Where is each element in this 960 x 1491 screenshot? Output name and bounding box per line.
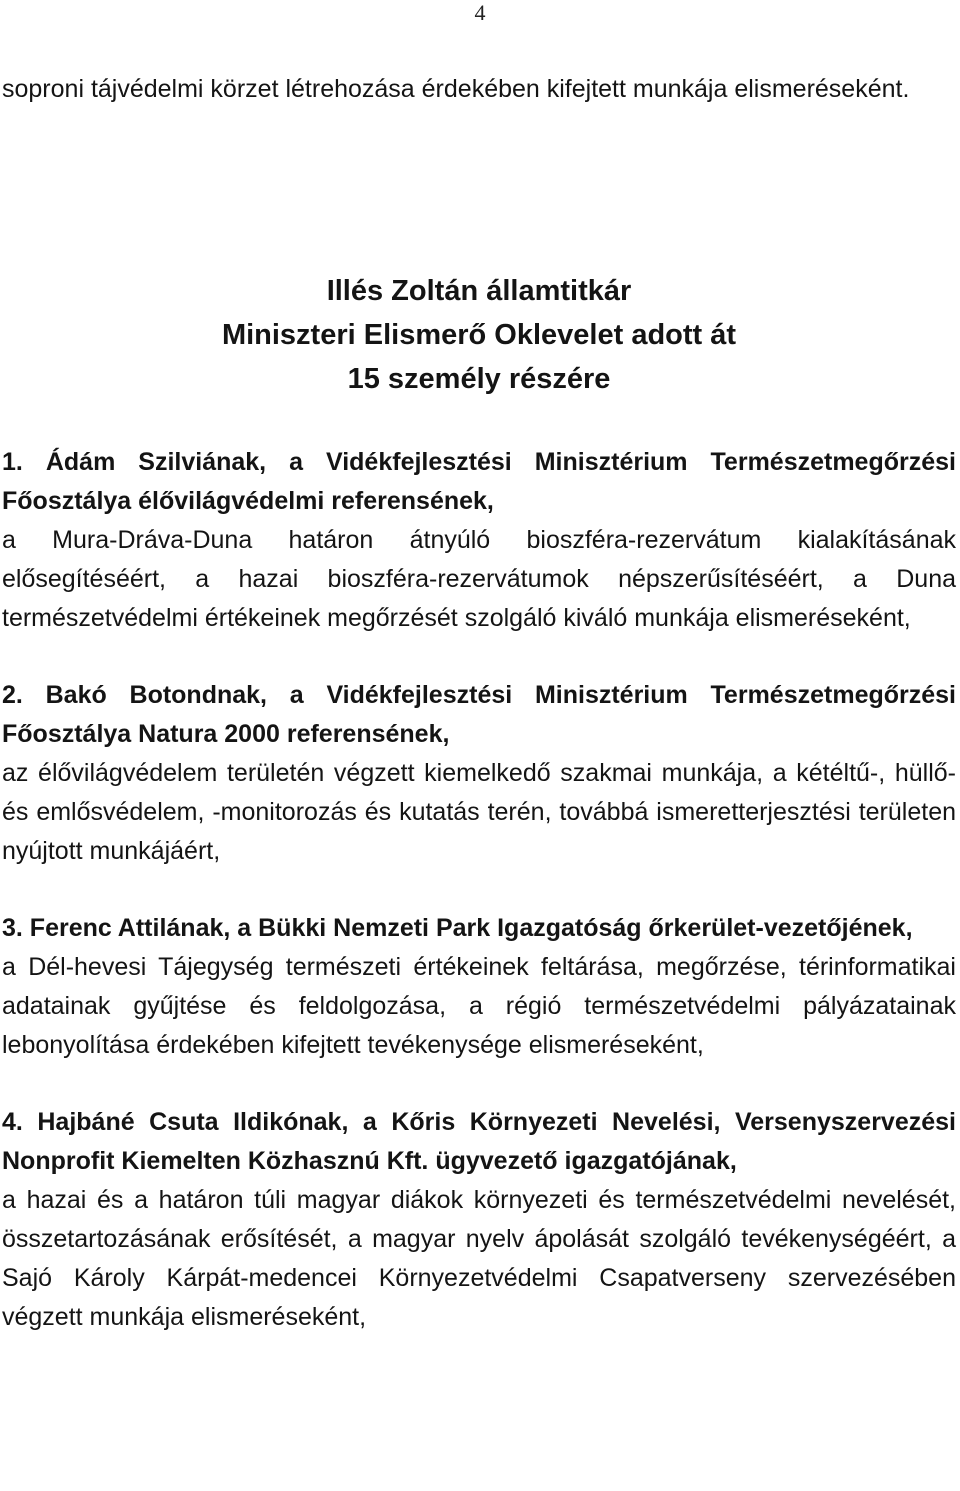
page-number: 4: [474, 0, 486, 25]
recipient-name: 3. Ferenc Attilának, a Bükki Nemzeti Park Igazgatóság őrkerület-vezetőjének,: [2, 914, 913, 942]
recipient-item: [2, 443, 956, 638]
recipient-item: [2, 676, 956, 871]
document-body: [2, 70, 956, 1337]
intro-paragraph: soproni tájvédelmi körzet létrehozása érdekében kifejtett munkája elismeréseként.: [2, 75, 910, 103]
recipient-name: 2. Bakó Botondnak, a Vidékfejlesztési Minisztérium Természetmegőrzési Főosztálya Natura 2000 referensének,: [2, 681, 956, 748]
recipient-citation: a Mura-Dráva-Duna határon átnyúló bioszféra-rezervátum kialakításának elősegítéséért, a hazai bioszféra-rezervátumok népszerűsítéséért, a Duna természetvédelmi értékeinek megőrzését szolgáló kiváló munkája elismeréseként,: [2, 526, 956, 632]
award-heading: [2, 269, 956, 401]
heading-line-3: 15 személy részére: [347, 363, 611, 395]
heading-line-2: Miniszteri Elismerő Oklevelet adott át: [221, 319, 737, 351]
recipient-name: 1. Ádám Szilviának, a Vidékfejlesztési Minisztérium Természetmegőrzési Főosztálya élővilágvédelmi referensének,: [2, 448, 956, 515]
recipient-citation: az élővilágvédelem területén végzett kiemelkedő szakmai munkája, a kétéltű-, hüllő- és emlősvédelem, -monitorozás és kutatás terén, továbbá ismeretterjesztési területen nyújtott munkájáért,: [2, 759, 956, 865]
recipient-citation: a Dél-hevesi Tájegység természeti értékeinek feltárása, megőrzése, térinformatikai adatainak gyűjtése és feldolgozása, a régió természetvédelmi pályázatainak lebonyolítása érdekében kifejtett tevékenysége elismeréseként,: [2, 953, 956, 1059]
heading-line-1: Illés Zoltán államtitkár: [326, 275, 632, 307]
recipient-item: [2, 1103, 956, 1337]
recipient-citation: a hazai és a határon túli magyar diákok környezeti és természetvédelmi nevelését, összetartozásának erősítését, a magyar nyelv ápolását szolgáló tevékenységéért, a Sajó Károly Kárpát-medencei Környezetvédelmi Csapatverseny szervezésében végzett munkája elismeréseként,: [2, 1186, 956, 1331]
recipient-name: 4. Hajbáné Csuta Ildikónak, a Kőris Környezeti Nevelési, Versenyszervezési Nonprofit Kiemelten Közhasznú Kft. ügyvezető igazgatójának,: [2, 1108, 956, 1175]
recipient-item: [2, 909, 956, 1065]
recipient-list: [2, 443, 956, 1337]
